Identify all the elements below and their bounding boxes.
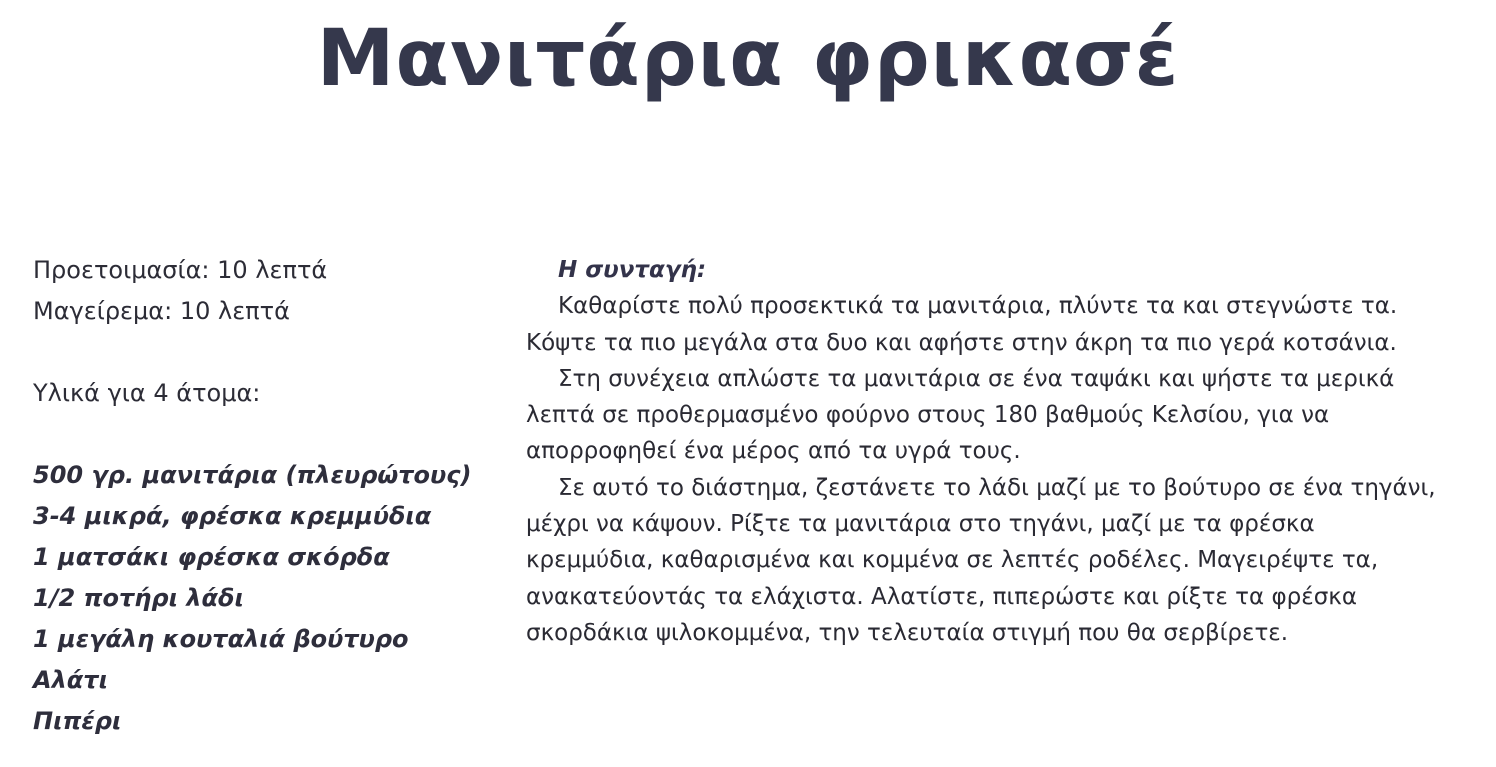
instruction-line: Κόψτε τα πιο μεγάλα στα δυο και αφήστε στην άκρη τα πιο γερά κοτσάνια. — [526, 329, 1397, 356]
ingredient-item: 1/2 ποτήρι λάδι — [33, 584, 244, 612]
ingredient-item: 1 ματσάκι φρέσκα σκόρδα — [33, 543, 390, 571]
instruction-line: κρεμμύδια, καθαρισμένα και κομμένα σε λεπτές ροδέλες. Μαγειρέψτε τα, — [526, 547, 1379, 574]
recipe-info-column — [33, 250, 503, 742]
spacer — [33, 332, 503, 373]
servings-label: Υλικά για 4 άτομα: — [33, 379, 261, 407]
prep-time: Προετοιμασία: 10 λεπτά — [33, 256, 328, 284]
instruction-line: λεπτά σε προθερμασμένο φούρνο στους 180 βαθμούς Κελσίου, για να — [526, 402, 1330, 429]
spacer — [33, 414, 503, 455]
instruction-line: Στη συνέχεια απλώστε τα μανιτάρια σε ένα ταψάκι και ψήστε τα μερικά — [558, 365, 1395, 392]
instructions-heading: Η συνταγή: — [558, 257, 707, 283]
recipe-instructions — [526, 252, 1486, 651]
instruction-line: Σε αυτό το διάστημα, ζεστάνετε το λάδι μαζί με το βούτυρο σε ένα τηγάνι, — [558, 474, 1436, 501]
ingredient-item: Αλάτι — [33, 666, 108, 694]
ingredient-item: 500 γρ. μανιτάρια (πλευρώτους) — [33, 461, 472, 489]
ingredient-item: Πιπέρι — [33, 707, 122, 735]
ingredient-item: 1 μεγάλη κουταλιά βούτυρο — [33, 625, 409, 653]
ingredients-list — [33, 455, 503, 742]
instruction-line: σκορδάκια ψιλοκομμένα, την τελευταία στιγμή που θα σερβίρετε. — [526, 619, 1289, 646]
recipe-title: Μανιτάρια φρικασέ — [316, 14, 1180, 104]
instruction-line: Καθαρίστε πολύ προσεκτικά τα μανιτάρια, πλύντε τα και στεγνώστε τα. — [558, 293, 1398, 320]
instruction-line: ανακατεύοντάς τα ελάχιστα. Αλατίστε, πιπερώστε και ρίξτε τα φρέσκα — [526, 583, 1357, 610]
ingredient-item: 3-4 μικρά, φρέσκα κρεμμύδια — [33, 502, 432, 530]
cook-time: Μαγείρεμα: 10 λεπτά — [33, 297, 290, 325]
instruction-line: μέχρι να κάψουν. Ρίξτε τα μανιτάρια στο τηγάνι, μαζί με τα φρέσκα — [526, 511, 1315, 538]
instruction-line: απορροφηθεί ένα μέρος από τα υγρά τους. — [526, 438, 1021, 465]
